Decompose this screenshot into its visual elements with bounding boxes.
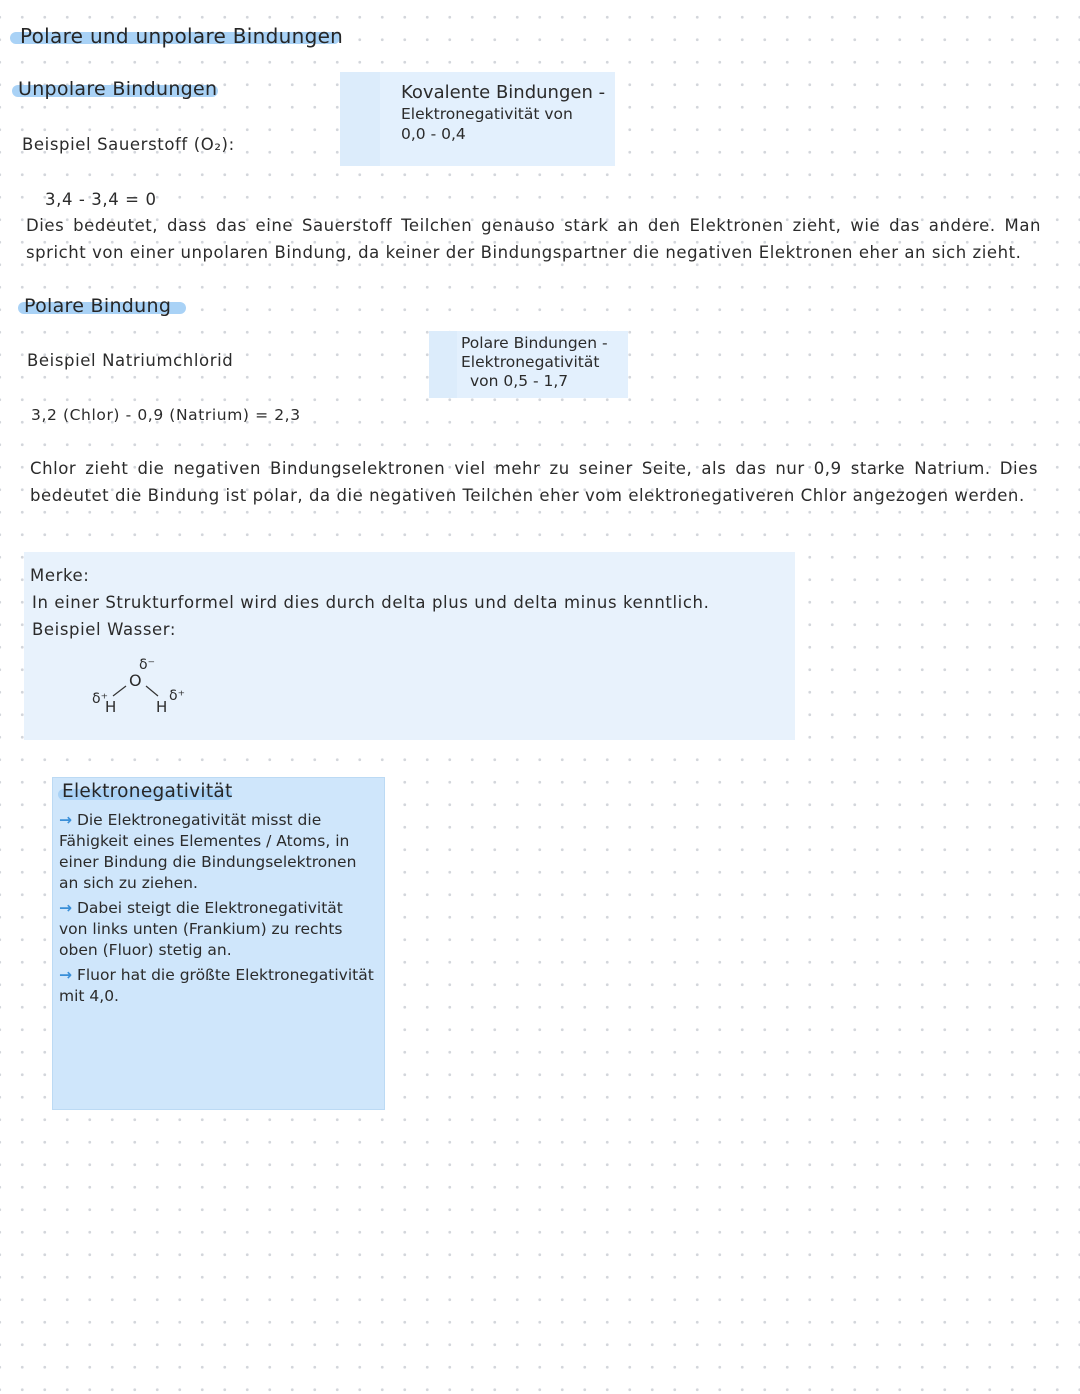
unpolar-box-line: Elektronegativität von bbox=[401, 105, 573, 123]
unpolar-box-line: Kovalente Bindungen - bbox=[401, 82, 606, 103]
page-title: Polare und unpolare Bindungen bbox=[20, 24, 344, 48]
electronegativity-box bbox=[52, 777, 385, 1110]
delta-plus-right-label: δ⁺ bbox=[169, 688, 185, 704]
polar-definition-text bbox=[461, 334, 608, 391]
merke-box bbox=[24, 552, 795, 740]
arrow-right-icon: → bbox=[59, 899, 72, 917]
en-item-text: Dabei steigt die Elektronegativität von links unten (Frankium) zu rechts oben (Fluor) stetig an. bbox=[59, 899, 343, 959]
arrow-right-icon: → bbox=[59, 811, 72, 829]
en-title: Elektronegativität bbox=[62, 781, 233, 802]
delta-plus-left-label: δ⁺ bbox=[92, 691, 108, 707]
delta-minus-label: δ⁻ bbox=[139, 657, 155, 673]
polar-calculation: 3,2 (Chlor) - 0,9 (Natrium) = 2,3 bbox=[31, 406, 301, 424]
water-molecule bbox=[84, 657, 204, 722]
merke-example: Beispiel Wasser: bbox=[32, 620, 177, 639]
bond-right bbox=[146, 686, 158, 696]
polar-definition-box-margin bbox=[429, 331, 457, 398]
unpolar-heading: Unpolare Bindungen bbox=[18, 78, 218, 100]
unpolar-definition-box bbox=[340, 72, 615, 166]
polar-box-line: von 0,5 - 1,7 bbox=[470, 372, 569, 390]
polar-box-line: Polare Bindungen - bbox=[461, 334, 608, 352]
unpolar-calculation: 3,4 - 3,4 = 0 bbox=[45, 190, 157, 209]
en-list-item bbox=[59, 965, 375, 1007]
unpolar-definition-text bbox=[401, 82, 605, 144]
en-item-text: Fluor hat die größte Elektronegativität mit 4,0. bbox=[59, 966, 374, 1005]
en-list-item bbox=[59, 898, 375, 961]
unpolar-box-line: 0,0 - 0,4 bbox=[401, 125, 466, 143]
polar-box-line: Elektronegativität bbox=[461, 353, 600, 371]
en-item-text: Die Elektronegativität misst die Fähigkeit eines Elementes / Atoms, in einer Bindung die Bindungselektronen an sich zu ziehen. bbox=[59, 811, 357, 892]
polar-paragraph: Chlor zieht die negativen Bindungselektronen viel mehr zu seiner Seite, als das nur 0,9 starke Natrium. Dies bedeutet die Bindung ist polar, da die negativen Teilchen eher vom elektronegativeren Chlor angezogen werden. bbox=[30, 459, 1038, 505]
hydrogen-right: H bbox=[156, 698, 168, 716]
oxygen-atom: O bbox=[129, 671, 142, 690]
polar-heading: Polare Bindung bbox=[24, 295, 172, 317]
merke-line: In einer Strukturformel wird dies durch delta plus und delta minus kenntlich. bbox=[32, 593, 710, 612]
hydrogen-left: H bbox=[105, 698, 117, 716]
polar-definition-box bbox=[429, 331, 628, 398]
merke-label: Merke: bbox=[30, 566, 90, 585]
unpolar-definition-box-margin bbox=[340, 72, 380, 166]
en-list bbox=[59, 810, 375, 1007]
unpolar-paragraph: Dies bedeutet, dass das eine Sauerstoff Teilchen genauso stark an den Elektronen zieht, wie das andere. Man spricht von einer unpolaren Bindung, da keiner der Bindungspartner die negativen Elektronen eher an sich zieht. bbox=[26, 216, 1041, 262]
unpolar-example: Beispiel Sauerstoff (O₂): bbox=[22, 135, 235, 154]
polar-example: Beispiel Natriumchlorid bbox=[27, 351, 234, 370]
bond-left bbox=[113, 686, 126, 696]
en-list-item bbox=[59, 810, 375, 894]
arrow-right-icon: → bbox=[59, 966, 72, 984]
